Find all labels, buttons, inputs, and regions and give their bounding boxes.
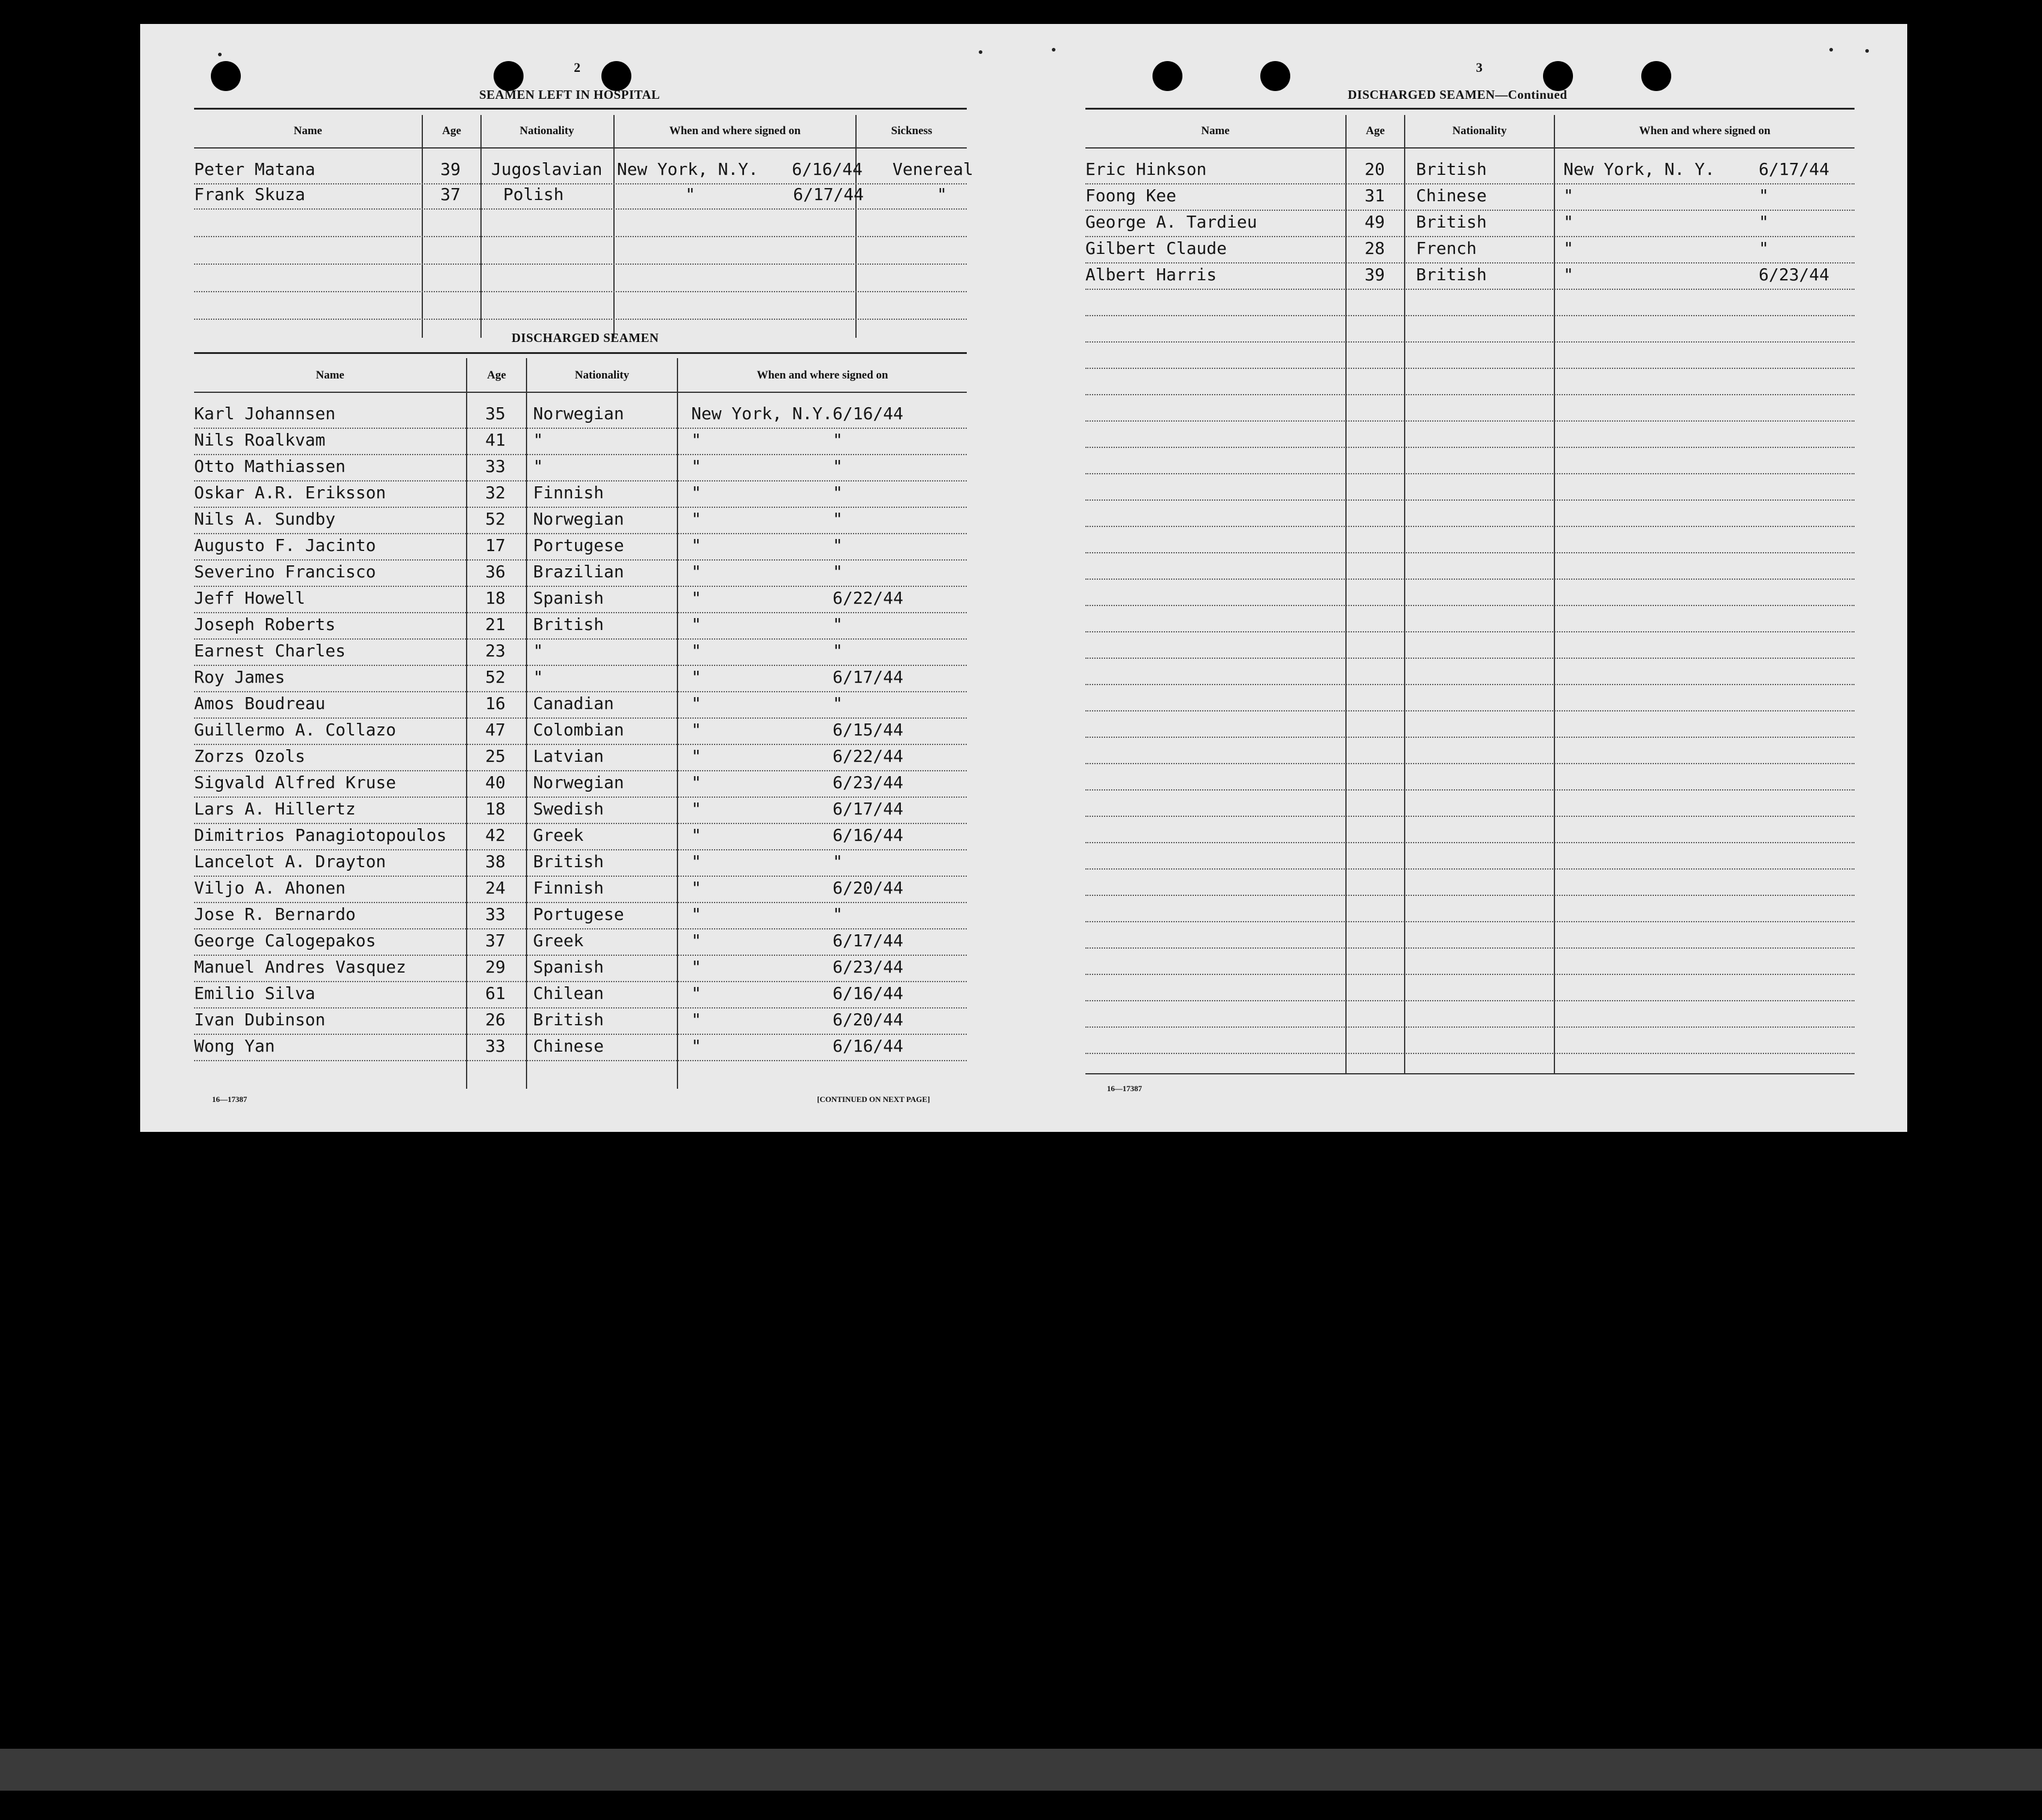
col-header-name: Name [294,125,322,137]
cell-age: 61 [485,983,506,1003]
table-row [194,428,967,455]
cell-place: " [691,483,701,502]
table-row [194,157,973,184]
cell-nationality: British [1416,159,1487,179]
table-row [1085,183,1855,211]
cell-date: " [833,904,843,924]
table-row [194,955,967,982]
table-row-empty [1085,552,1855,580]
punch-hole [1641,61,1671,91]
table-row-empty [1085,868,1855,896]
table-row [194,849,967,877]
cell-place: New York, N. Y. [1563,159,1715,179]
form-number: 16—17387 [1107,1084,1142,1093]
table-row [194,401,967,429]
cell-place: " [691,667,701,687]
cell-place: " [685,184,695,204]
table-row [1085,236,1855,264]
cell-nationality: Chilean [533,983,604,1003]
punch-hole [494,61,524,91]
document-sheet [140,24,1907,1132]
cell-place: " [691,430,701,450]
cell-place: " [1563,238,1574,258]
cell-nationality: French [1416,238,1477,258]
table-row [194,612,967,640]
table-row-empty [1085,842,1855,870]
cell-place: " [691,983,701,1003]
cell-name: Dimitrios Panagiotopoulos [194,825,447,845]
cell-age: 40 [485,773,506,792]
table-row-empty [1085,631,1855,659]
cell-name: Nils A. Sundby [194,509,336,529]
cell-date: 6/22/44 [833,746,904,766]
cell-date: 6/23/44 [833,957,904,977]
page-3 [1057,24,1907,1132]
cell-age: 23 [485,641,506,661]
cell-date: 6/16/44 [792,159,863,179]
header-bottom-rule [1085,147,1855,149]
cell-place: " [691,1010,701,1029]
cell-nationality: British [533,852,604,871]
cell-age: 52 [485,509,506,529]
cell-place: " [691,799,701,819]
table-row [194,1007,967,1035]
page-2 [140,24,1009,1132]
section-title-discharged-continued: DISCHARGED SEAMEN—Continued [1348,87,1568,102]
table-row-empty [1085,394,1855,422]
cell-place: " [691,694,701,713]
table-row-empty [1085,447,1855,474]
cell-date: " [833,852,843,871]
cell-nationality: British [1416,212,1487,232]
cell-name: Guillermo A. Collazo [194,720,397,740]
cell-name: Emilio Silva [194,983,316,1003]
col-header-name: Name [1201,125,1230,137]
cell-age: 32 [485,483,506,502]
cell-date: 6/17/44 [1759,159,1830,179]
cell-nationality: Latvian [533,746,604,766]
cell-place: " [691,535,701,555]
cell-name: Severino Francisco [194,562,376,582]
cell-date: 6/16/44 [833,983,904,1003]
cell-date: 6/16/44 [833,404,904,423]
cell-nationality: British [533,614,604,634]
cell-nationality: Norwegian [533,404,624,423]
table-row-empty [194,237,967,265]
table-row-empty [1085,473,1855,501]
cell-age: 20 [1365,159,1385,179]
punch-hole [601,61,631,91]
cell-date: 6/17/44 [793,184,864,204]
cell-nationality: Chinese [533,1036,604,1056]
table-row-empty [1085,921,1855,949]
cell-place: New York, N.Y. [617,159,759,179]
cell-nationality: Portugese [533,535,624,555]
cell-place: " [691,720,701,740]
table-row-empty [1085,763,1855,791]
table-row [194,981,967,1009]
cell-date: " [833,483,843,502]
cell-nationality: Colombian [533,720,624,740]
table-row-empty [1085,605,1855,632]
cell-nationality: British [1416,265,1487,284]
section-title-discharged: DISCHARGED SEAMEN [512,331,659,345]
cell-age: 31 [1365,186,1385,205]
cell-name: Jose R. Bernardo [194,904,356,924]
header-bottom-rule [194,147,967,149]
cell-date: " [833,562,843,582]
cell-nationality: Brazilian [533,562,624,582]
cell-nationality: " [533,641,543,661]
discharged-continued-table-body [1085,157,1855,1073]
table-row-empty [194,292,967,320]
col-header-signed-on: When and where signed on [1639,125,1771,137]
table-row [194,638,967,666]
table-bottom-rule [1085,1073,1855,1074]
cell-age: 24 [485,878,506,898]
cell-name: Gilbert Claude [1085,238,1227,258]
speck [1052,48,1055,52]
speck [218,53,222,56]
col-header-age: Age [487,369,506,381]
table-top-rule [194,352,967,354]
punch-hole [1543,61,1573,91]
cell-place: " [691,456,701,476]
cell-age: 25 [485,746,506,766]
table-row-empty [1085,368,1855,395]
cell-date: " [1759,212,1769,232]
table-row [194,533,967,561]
cell-date: " [833,535,843,555]
cell-nationality: Greek [533,931,584,950]
col-header-sickness: Sickness [891,125,933,137]
cell-date: 6/16/44 [833,1036,904,1056]
table-row [194,770,967,798]
cell-place: " [691,878,701,898]
cell-age: 42 [485,825,506,845]
cell-nationality: Greek [533,825,584,845]
cell-age: 29 [485,957,506,977]
cell-name: Albert Harris [1085,265,1217,284]
cell-nationality: Polish [503,184,564,204]
col-header-nationality: Nationality [519,125,574,137]
table-row [194,797,967,824]
cell-nationality: Norwegian [533,509,624,529]
table-row [194,559,967,587]
cell-date: " [833,456,843,476]
cell-nationality: Finnish [533,483,604,502]
cell-nationality: " [533,430,543,450]
cell-date: " [1759,238,1769,258]
table-row-empty [1085,816,1855,843]
table-row [1085,210,1855,237]
cell-name: George A. Tardieu [1085,212,1257,232]
cell-date: 6/17/44 [833,667,904,687]
table-row [1085,157,1855,184]
cell-age: 33 [485,904,506,924]
cell-date: 6/23/44 [1759,265,1830,284]
cell-place: " [691,931,701,950]
cell-name: Nils Roalkvam [194,430,326,450]
cell-age: 37 [440,184,461,204]
table-row-empty [194,265,967,292]
col-header-age: Age [442,125,461,137]
cell-place: " [691,852,701,871]
cell-nationality: Chinese [1416,186,1487,205]
table-row [194,1034,967,1061]
table-row [1085,262,1855,290]
table-row [194,507,967,534]
cell-name: Lancelot A. Drayton [194,852,386,871]
cell-date: 6/16/44 [833,825,904,845]
cell-place: " [1563,212,1574,232]
cell-place: " [691,562,701,582]
cell-age: 17 [485,535,506,555]
cell-date: " [833,694,843,713]
cell-date: 6/23/44 [833,773,904,792]
punch-hole [1260,61,1290,91]
table-top-rule [1085,108,1855,110]
page-number: 2 [574,60,580,75]
cell-age: 18 [485,588,506,608]
discharged-table-body [194,401,967,1090]
cell-place: " [691,746,701,766]
table-row-empty [1085,895,1855,922]
table-row-empty [1085,974,1855,1001]
header-bottom-rule [194,392,967,393]
cell-name: Frank Skuza [194,184,305,204]
cell-name: Jeff Howell [194,588,305,608]
cell-name: Earnest Charles [194,641,346,661]
cell-place: " [1563,265,1574,284]
cell-nationality: " [533,667,543,687]
table-row-empty [1085,289,1855,316]
speck [979,50,982,54]
cell-name: Peter Matana [194,159,316,179]
table-row-empty [1085,947,1855,975]
cell-name: Otto Mathiassen [194,456,346,476]
cell-age: 36 [485,562,506,582]
cell-age: 26 [485,1010,506,1029]
cell-age: 35 [485,404,506,423]
cell-age: 33 [485,456,506,476]
section-title-hospital: SEAMEN LEFT IN HOSPITAL [479,87,660,102]
cell-date: 6/15/44 [833,720,904,740]
continued-note: [CONTINUED ON NEXT PAGE] [817,1095,930,1104]
table-row [194,480,967,508]
table-row [194,902,967,929]
cell-date: 6/17/44 [833,931,904,950]
table-row-empty [1085,420,1855,448]
col-header-name: Name [316,369,344,381]
cell-date: " [833,614,843,634]
cell-place: New York, N.Y. [691,404,833,423]
cell-name: Augusto F. Jacinto [194,535,376,555]
page-number: 3 [1476,60,1483,75]
table-row [194,717,967,745]
table-row-empty [1085,341,1855,369]
hospital-table-body [194,157,973,337]
table-row-empty [194,210,967,237]
cell-name: Lars A. Hillertz [194,799,356,819]
table-row [194,665,967,692]
cell-place: " [691,904,701,924]
cell-age: 39 [1365,265,1385,284]
scanner-edge-strip [0,1749,2042,1791]
cell-sickness: Venereal [893,159,973,179]
table-row [194,928,967,956]
table-row [194,454,967,482]
cell-date: " [833,641,843,661]
cell-name: Amos Boudreau [194,694,326,713]
cell-date: 6/17/44 [833,799,904,819]
speck [1829,48,1833,52]
cell-nationality: " [533,456,543,476]
cell-name: Oskar A.R. Eriksson [194,483,386,502]
cell-place: " [691,825,701,845]
cell-nationality: Portugese [533,904,624,924]
table-row [194,823,967,850]
table-row [194,691,967,719]
cell-place: " [691,614,701,634]
cell-name: Roy James [194,667,285,687]
cell-place: " [691,509,701,529]
cell-name: Viljo A. Ahonen [194,878,346,898]
table-row-empty [1085,710,1855,738]
cell-name: Foong Kee [1085,186,1176,205]
cell-place: " [691,773,701,792]
col-header-nationality: Nationality [1452,125,1507,137]
table-row [194,744,967,771]
cell-nationality: Finnish [533,878,604,898]
cell-nationality: Canadian [533,694,614,713]
table-row [194,586,967,613]
col-header-signed-on: When and where signed on [757,369,888,381]
cell-place: " [691,1036,701,1056]
cell-place: " [691,957,701,977]
cell-name: Karl Johannsen [194,404,336,423]
cell-nationality: Spanish [533,957,604,977]
cell-date: 6/20/44 [833,878,904,898]
table-row-empty [1085,789,1855,817]
cell-nationality: Norwegian [533,773,624,792]
cell-age: 47 [485,720,506,740]
cell-name: George Calogepakos [194,931,376,950]
table-row-empty [1085,658,1855,685]
cell-age: 33 [485,1036,506,1056]
cell-nationality: Spanish [533,588,604,608]
cell-age: 49 [1365,212,1385,232]
cell-place: " [1563,186,1574,205]
cell-place: " [691,588,701,608]
table-row-empty [1085,1000,1855,1028]
table-row-empty [1085,499,1855,527]
cell-name: Wong Yan [194,1036,275,1056]
cell-date: " [833,509,843,529]
punch-hole [1152,61,1182,91]
table-row [194,876,967,903]
cell-name: Joseph Roberts [194,614,336,634]
cell-date: " [1759,186,1769,205]
cell-name: Sigvald Alfred Kruse [194,773,397,792]
table-row-empty [1085,684,1855,711]
table-row-empty [1085,526,1855,553]
cell-name: Eric Hinkson [1085,159,1207,179]
cell-date: 6/22/44 [833,588,904,608]
cell-nationality: Swedish [533,799,604,819]
cell-age: 39 [440,159,461,179]
cell-date: 6/20/44 [833,1010,904,1029]
cell-date: " [833,430,843,450]
form-number: 16—17387 [212,1095,247,1104]
cell-age: 38 [485,852,506,871]
table-row-empty [1085,737,1855,764]
cell-age: 52 [485,667,506,687]
col-header-signed-on: When and where signed on [669,125,801,137]
cell-nationality: British [533,1010,604,1029]
cell-age: 37 [485,931,506,950]
cell-age: 21 [485,614,506,634]
cell-age: 16 [485,694,506,713]
table-row [194,182,967,210]
table-row-empty [1085,1026,1855,1054]
col-header-nationality: Nationality [574,369,630,381]
cell-sickness: " [937,184,947,204]
cell-nationality: Jugoslavian [491,159,603,179]
cell-age: 28 [1365,238,1385,258]
table-row-empty [1085,579,1855,606]
punch-hole [211,61,241,91]
table-top-rule [194,108,967,110]
cell-age: 41 [485,430,506,450]
cell-name: Manuel Andres Vasquez [194,957,407,977]
table-row-empty [1085,315,1855,343]
col-header-age: Age [1366,125,1385,137]
cell-name: Zorzs Ozols [194,746,305,766]
cell-age: 18 [485,799,506,819]
cell-name: Ivan Dubinson [194,1010,326,1029]
cell-place: " [691,641,701,661]
speck [1865,49,1869,53]
